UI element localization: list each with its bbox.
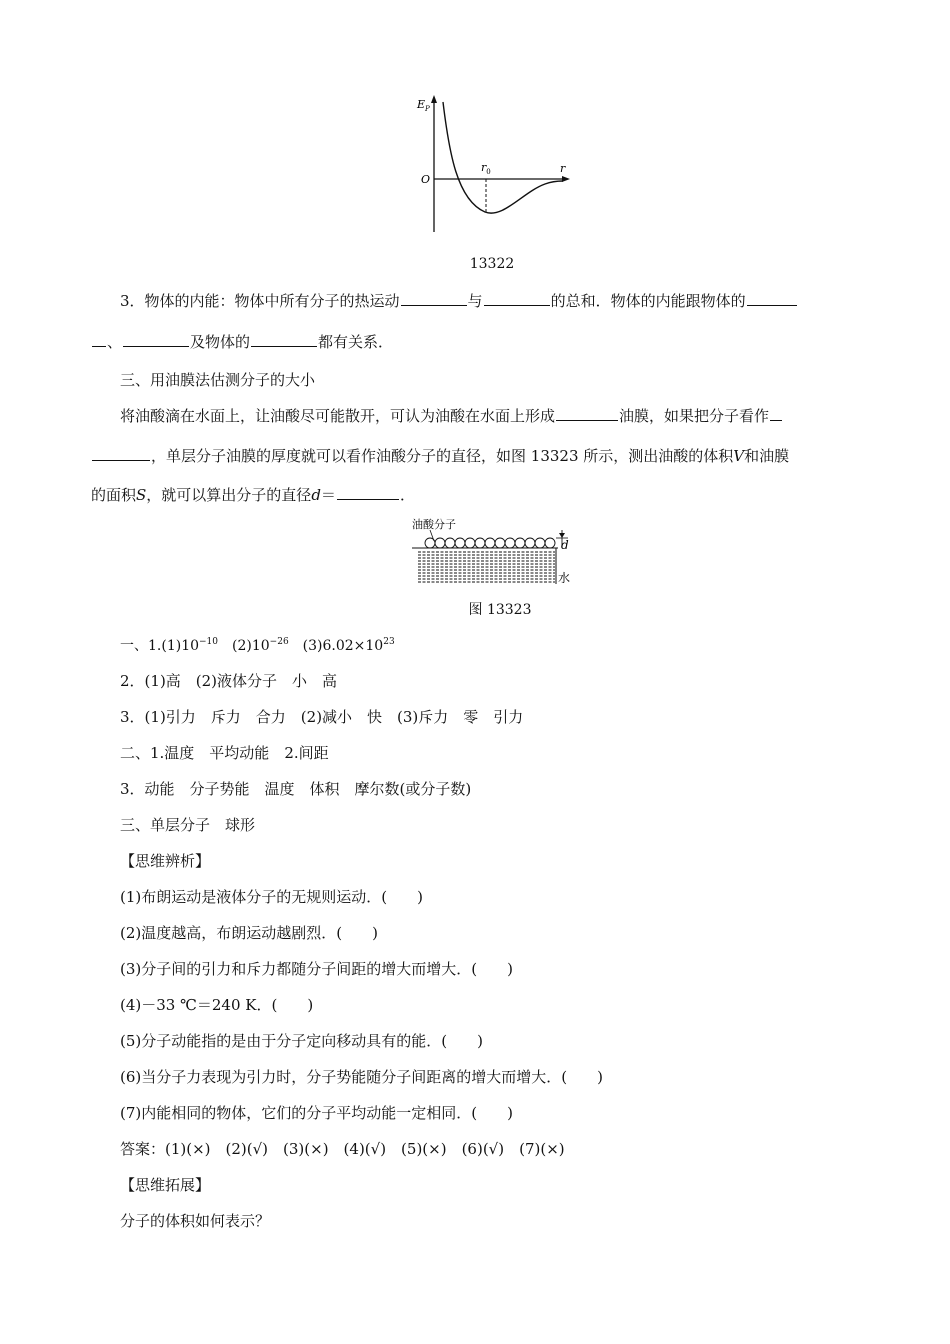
y-axis-arrow: [431, 95, 437, 103]
x-axis-arrow: [562, 176, 570, 182]
thinking-item: (2)温度越高，布朗运动越剧烈．( ): [120, 924, 378, 942]
thinking-item: (5)分子动能指的是由于分子定向移动具有的能．( ): [120, 1032, 483, 1050]
section3-line3: 的面积S，就可以算出分子的直径d＝ ．: [91, 486, 415, 504]
potential-curve: [443, 102, 563, 213]
thinking-item: (7)内能相同的物体，它们的分子平均动能一定相同．( ): [120, 1104, 513, 1122]
thinking-item: (4)－33 ℃＝240 K．( ): [120, 996, 314, 1014]
y-axis-label: $E_P$: [417, 98, 430, 113]
potential-energy-graph: [405, 92, 585, 242]
thinking-item: (1)布朗运动是液体分子的无规则运动．( ): [120, 888, 423, 906]
answer-line6: 三、单层分子 球形: [120, 816, 256, 834]
d-label: d: [561, 538, 569, 552]
figure1-caption: 13322: [469, 256, 515, 272]
expand-question: 分子的体积如何表示？: [120, 1212, 271, 1230]
thinking-item: (3)分子间的引力和斥力都随分子间距的增大而增大．( ): [120, 960, 513, 978]
thinking-answer: 答案：(1)(×) (2)(√) (3)(×) (4)(√) (5)(×) (6)(√) (7)(×): [120, 1140, 565, 1158]
thinking-heading: 【思维辨析】: [120, 852, 211, 870]
expand-heading: 【思维拓展】: [120, 1176, 211, 1194]
q3-line2: 、 及物体的 都有关系．: [91, 332, 393, 352]
origin-label: O: [421, 173, 431, 186]
water-label: 水: [558, 571, 571, 585]
answer-line1: 一、$1.(1)10^{-10}$ $(2)10^{-26}$ $(3)6.02\times 10^{23}$: [120, 637, 395, 654]
figure2-caption: 图 13323: [468, 602, 532, 618]
section3-title: 三、用油膜法估测分子的大小: [120, 371, 316, 389]
q3-line1: 3．物体的内能：物体中所有分子的热运动 与 的总和．物体的内能跟物体的: [120, 291, 798, 311]
section3-line2: ，单层分子油膜的厚度就可以看作油酸分子的直径，如图 13323 所示，测出油酸的体积V和油膜: [91, 446, 789, 466]
section3-line1: 将油酸滴在水面上，让油酸尽可能散开，可认为油酸在水面上形成 油膜，如果把分子看作: [120, 406, 783, 426]
answer-line3: 3．(1)引力 斥力 合力 (2)减小 快 (3)斥力 零 引力: [120, 708, 524, 726]
oil-film-diagram: [410, 516, 580, 592]
x-axis-label: r: [560, 162, 566, 175]
answer-line4: 二、1.温度 平均动能 2.间距: [120, 744, 329, 762]
thinking-item: (6)当分子力表现为引力时，分子势能随分子间距离的增大而增大．( ): [120, 1068, 603, 1086]
oil-molecules: [425, 538, 555, 548]
answer-line2: 2．(1)高 (2)液体分子 小 高: [120, 672, 338, 690]
answer-line5: 3．动能 分子势能 温度 体积 摩尔数(或分子数): [120, 780, 472, 798]
water-body: [418, 552, 555, 582]
r0-label: $r_0$: [481, 161, 491, 176]
oil-molecule-label: 油酸分子: [412, 518, 456, 531]
